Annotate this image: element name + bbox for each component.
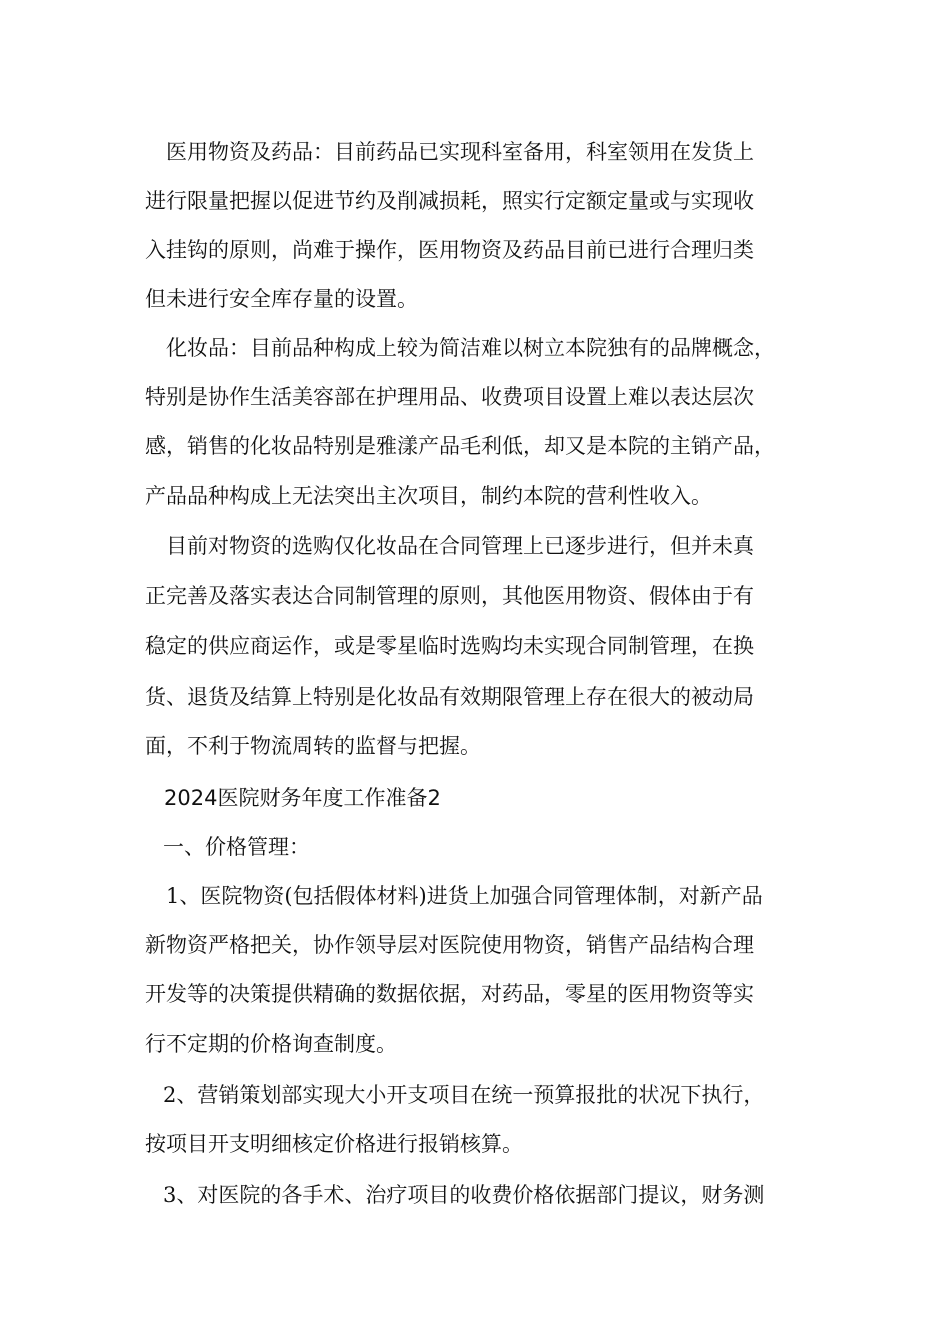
text-line: 1、医院物资(包括假体材料)进货上加强合同管理体制，对新产品 bbox=[166, 884, 763, 908]
text-line: 稳定的供应商运作，或是零星临时选购均未实现合同制管理，在换 bbox=[145, 634, 754, 658]
text-line: 进行限量把握以促进节约及削减损耗，照实行定额定量或与实现收 bbox=[145, 189, 754, 213]
subsection-heading: 一、价格管理： bbox=[163, 835, 310, 859]
text-line: 行不定期的价格询查制度。 bbox=[145, 1032, 397, 1056]
text-line: 产品品种构成上无法突出主次项目，制约本院的营利性收入。 bbox=[145, 484, 712, 508]
text-line: 感，销售的化妆品特别是雅漾产品毛利低，却又是本院的主销产品， bbox=[145, 434, 775, 458]
text-line: 3、对医院的各手术、治疗项目的收费价格依据部门提议，财务测 bbox=[163, 1183, 765, 1207]
text-line: 化妆品：目前品种构成上较为简洁难以树立本院独有的品牌概念， bbox=[166, 336, 775, 360]
text-line: 按项目开支明细核定价格进行报销核算。 bbox=[145, 1132, 523, 1156]
section-heading: 2024医院财务年度工作准备2 bbox=[164, 786, 441, 810]
text-line: 开发等的决策提供精确的数据依据，对药品，零星的医用物资等实 bbox=[145, 982, 754, 1006]
text-line: 货、退货及结算上特别是化妆品有效期限管理上存在很大的被动局 bbox=[145, 685, 754, 709]
text-line: 新物资严格把关，协作领导层对医院使用物资，销售产品结构合理 bbox=[145, 933, 754, 957]
text-line: 目前对物资的选购仅化妆品在合同管理上已逐步进行，但并未真 bbox=[166, 534, 754, 558]
text-line: 正完善及落实表达合同制管理的原则，其他医用物资、假体由于有 bbox=[145, 584, 754, 608]
text-line: 面，不利于物流周转的监督与把握。 bbox=[145, 734, 481, 758]
text-line: 特别是协作生活美容部在护理用品、收费项目设置上难以表达层次 bbox=[145, 385, 754, 409]
text-line: 医用物资及药品：目前药品已实现科室备用，科室领用在发货上 bbox=[166, 140, 754, 164]
text-line: 但未进行安全库存量的设置。 bbox=[145, 287, 418, 311]
text-line: 入挂钩的原则，尚难于操作，医用物资及药品目前已进行合理归类 bbox=[145, 238, 754, 262]
text-line: 2、营销策划部实现大小开支项目在统一预算报批的状况下执行， bbox=[163, 1083, 765, 1107]
